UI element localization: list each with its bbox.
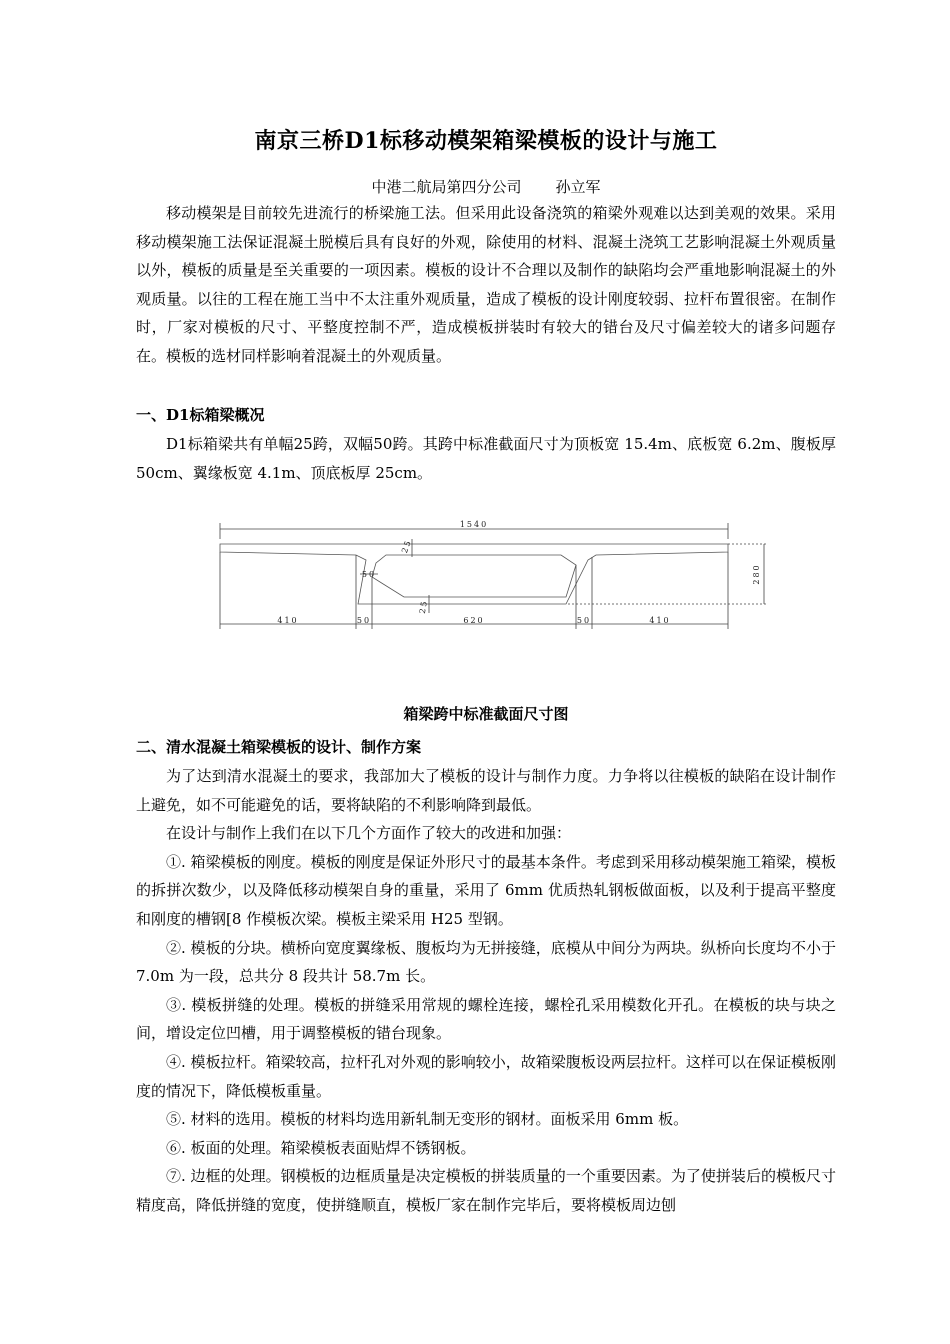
section2-heading: 二、清水混凝土箱梁模板的设计、制作方案 (136, 738, 422, 756)
label-bottom-width: 620 (463, 616, 485, 625)
section2-paragraph-2: 在设计与制作上我们在以下几个方面作了较大的改进和加强： (166, 824, 572, 843)
label-web-thickness: 50 (361, 570, 377, 579)
list-item: ⑦. 边框的处理。钢模板的边框质量是决定模板的拼装质量的一个重要因素。为了使拼装后的模板尺寸精度高，降低拼缝的宽度，使拼缝顺直，模板厂家在制作完毕后，要将模板周边刨 (136, 1167, 836, 1214)
inner-cell (372, 555, 576, 597)
list-item: ③. 模板拼缝的处理。模板的拼缝采用常规的螺栓连接，螺栓孔采用模数化开孔。在模板的块与块之间，增设定位凹槽，用于调整模板的错台现象。 (136, 995, 836, 1043)
label-left-web: 50 (356, 616, 372, 625)
box-girder-section-diagram (216, 517, 776, 637)
label-top-width: 1540 (459, 520, 489, 529)
document-title: 南京三桥D1标移动模架箱梁模板的设计与施工 (254, 128, 718, 154)
label-bottom-slab: 25 (417, 598, 430, 615)
byline (136, 176, 836, 197)
section2-body (136, 762, 836, 1220)
list-item: ④. 模板拉杆。箱梁较高，拉杆孔对外观的影响较小，故箱梁腹板设两层拉杆。这样可以在保证模板刚度的情况下，降低模板重量。 (136, 1052, 836, 1100)
label-left-flange: 410 (277, 616, 299, 625)
section1-paragraph: D1标箱梁共有单幅25跨，双幅50跨。其跨中标准截面尺寸为顶板宽 15.4m、底板宽 6.2m、腹板厚 50cm、翼缘板宽 4.1m、顶底板厚 25cm。 (136, 435, 836, 482)
section2-paragraph-1: 为了达到清水混凝土的要求，我部加大了模板的设计与制作力度。力争将以往模板的缺陷在设计制作上避免，如不可能避免的话，要将缺陷的不利影响降到最低。 (136, 767, 836, 814)
label-height: 280 (752, 563, 761, 585)
list-item: ⑥. 板面的处理。箱梁模板表面贴焊不锈钢板。 (166, 1138, 476, 1157)
section1-heading: 一、D1标箱梁概况 (136, 406, 265, 424)
label-right-flange: 410 (649, 616, 671, 625)
list-item: ①. 箱梁模板的刚度。模板的刚度是保证外形尺寸的最基本条件。考虑到采用移动模架施工箱梁，模板的拆拼次数少，以及降低移动模架自身的重量，采用了 6mm 优质热轧钢板做面板，以及利于提高平整度和刚度的槽钢[8 作模板次梁。模板主梁采用 H25 型钢。 (136, 852, 836, 928)
label-right-web: 50 (576, 616, 592, 625)
label-top-slab: 25 (399, 537, 414, 555)
intro-paragraph: 移动模架是目前较先进流行的桥梁施工法。但采用此设备浇筑的箱梁外观难以达到美观的效果。采用移动模架施工法保证混凝土脱模后具有良好的外观，除使用的材料、混凝土浇筑工艺影响混凝土外观质量以外，模板的质量是至关重要的一项因素。模板的设计不合理以及制作的缺陷均会严重地影响混凝土的外观质量。以往的工程在施工当中不太注重外观质量，造成了模板的设计刚度较弱、拉杆布置很密。在制作时，厂家对模板的尺寸、平整度控制不严，造成模板拼装时有较大的错台及尺寸偏差较大的诸多问题存在。模板的选材同样影响着混凝土的外观质量。 (136, 204, 836, 365)
list-item: ⑤. 材料的选用。模板的材料均选用新轧制无变形的钢材。面板采用 6mm 板。 (166, 1110, 689, 1129)
author: 孙立军 (555, 178, 601, 196)
figure-caption: 箱梁跨中标准截面尺寸图 (403, 705, 569, 723)
girder-outline (220, 544, 728, 604)
affiliation: 中港二航局第四分公司 (371, 178, 522, 196)
list-item: ②. 模板的分块。横桥向宽度翼缘板、腹板均为无拼接缝，底模从中间分为两块。纵桥向长度均不小于 7.0m 为一段，总共分 8 段共计 58.7m 长。 (136, 938, 836, 986)
